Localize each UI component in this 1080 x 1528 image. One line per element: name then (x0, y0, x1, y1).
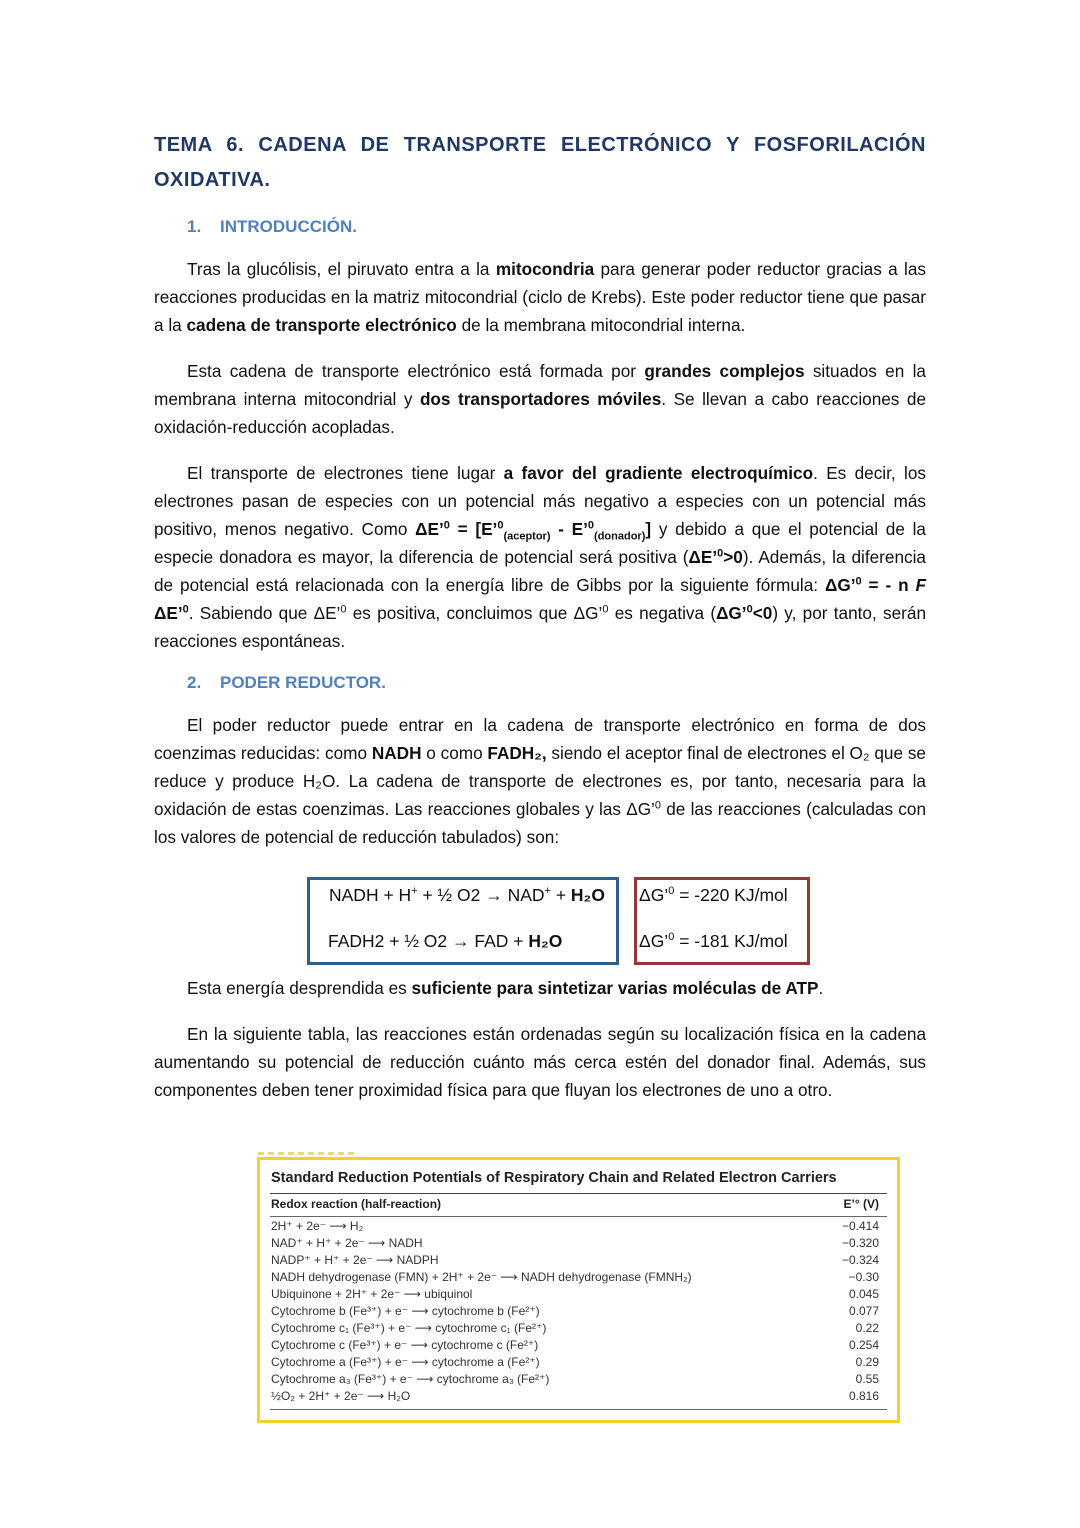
table-caption: Standard Reduction Potentials of Respiratory Chain and Related Electron Carriers (271, 1170, 837, 1186)
bold-text: cadena de transporte electrónico (186, 315, 457, 335)
table-cell-reaction: Cytochrome c₁ (Fe³⁺) + e⁻ ⟶ cytochrome c₁ (Fe²⁺) (271, 1321, 547, 1335)
formula-delta-e: ΔE’$^0$ = [E’$^0_{(aceptor)}$ - E’$^0_{(donador)}$] (415, 519, 652, 543)
text: situados en la membrana interna mitocondrial y (154, 361, 926, 409)
text: Esta energía desprendida es (187, 978, 412, 998)
equation-nadh: NADH + H+ + ½ O2 → NAD+ + H₂O (329, 885, 605, 905)
bold-text: grandes complejos (644, 361, 805, 381)
table-row (271, 1372, 879, 1389)
text: . Sabiendo que ΔE’ (188, 603, 341, 623)
delta-g-fadh2: ΔG’$^0$ = -181 KJ/mol (639, 931, 788, 951)
table-row (271, 1304, 879, 1321)
paragraph-intro-2 (154, 357, 926, 441)
formula-delta-g-negative: ΔG’$^0$<0 (716, 603, 773, 623)
document-body (154, 128, 926, 851)
section-number: 2. (187, 673, 202, 692)
text: de la membrana mitocondrial interna. (456, 315, 746, 335)
text: y debido a que el potencial de la especie donadora es mayor, la diferencia de potencial será positiva ( (154, 519, 926, 567)
table-cell-potential: 0.29 (855, 1355, 879, 1369)
paragraph-intro-1 (154, 255, 926, 339)
section-heading-poder-reductor (154, 673, 926, 693)
title-line-2: OXIDATIVA. (154, 169, 271, 191)
table-rule (270, 1409, 887, 1410)
table-row (271, 1270, 879, 1287)
text: Tras la glucólisis, el piruvato entra a la (187, 259, 496, 279)
table-cell-reaction: 2H⁺ + 2e⁻ ⟶ H₂ (271, 1219, 364, 1233)
table-row (271, 1321, 879, 1338)
table-row (271, 1253, 879, 1270)
table-cell-potential: −0.324 (841, 1253, 879, 1267)
section-title: INTRODUCCIÓN. (220, 217, 357, 236)
table-cell-potential: 0.254 (848, 1338, 879, 1352)
reduction-potentials-table (257, 1157, 900, 1423)
equation-fadh2: FADH2 + ½ O2 → FAD + H₂O (328, 931, 563, 951)
text: . Es decir, los electrones pasan de especies con un potencial más negativo a especies con un potencial más positivo, menos negativo. Como (154, 463, 926, 539)
text: . (818, 978, 824, 998)
table-cell-reaction: Cytochrome b (Fe³⁺) + e⁻ ⟶ cytochrome b (Fe²⁺) (271, 1304, 540, 1318)
delta-g-nadh: ΔG’$^0$ = -220 KJ/mol (639, 885, 788, 905)
section-heading-introduccion (154, 217, 926, 237)
superscript: 0 (602, 603, 609, 616)
table-cell-potential: 0.045 (848, 1287, 879, 1301)
table-cell-potential: −0.320 (841, 1236, 879, 1250)
section-title: PODER REDUCTOR. (220, 673, 386, 692)
table-cell-potential: −0.414 (841, 1219, 879, 1233)
table-cell-potential: 0.816 (848, 1389, 879, 1403)
bold-text: FADH₂, (487, 743, 547, 763)
table-cell-reaction: NAD⁺ + H⁺ + 2e⁻ ⟶ NADH (271, 1236, 423, 1250)
text: Esta cadena de transporte electrónico está formada por (187, 361, 645, 381)
table-cell-reaction: NADH dehydrogenase (FMN) + 2H⁺ + 2e⁻ ⟶ NADH dehydrogenase (FMNH₂) (271, 1270, 692, 1284)
superscript: 0 (340, 603, 347, 616)
text: de las reacciones (calculadas con los valores de potencial de reducción tabulados) son: (154, 799, 927, 847)
paragraph-reductor-1 (154, 711, 926, 851)
bold-text: suficiente para sintetizar varias moléculas de ATP (411, 978, 819, 998)
text: El poder reductor puede entrar en la cadena de transporte electrónico en forma de dos coenzimas reducidas: como (154, 715, 926, 763)
table-row (271, 1236, 879, 1253)
table-cell-reaction: Cytochrome c (Fe³⁺) + e⁻ ⟶ cytochrome c (Fe²⁺) (271, 1338, 539, 1352)
bold-text: a favor del gradiente electroquímico (503, 463, 814, 483)
text: siendo el aceptor final de electrones el O₂ que se reduce y produce H₂O. La cadena de transporte de electrones es, por tanto, necesaria para la oxidación de estas coenzimas. Las reacciones globales y las ΔG’ (154, 743, 926, 819)
text: ). Además, la diferencia de potencial está relacionada con la energía libre de Gibbs por la siguiente fórmula: (154, 547, 926, 595)
text: . Se llevan a cabo reacciones de oxidación-reducción acopladas. (154, 389, 927, 437)
paragraph-atp (154, 974, 926, 1002)
table-cell-reaction: NADP⁺ + H⁺ + 2e⁻ ⟶ NADPH (271, 1253, 439, 1267)
table-row (271, 1338, 879, 1355)
text: o como (421, 743, 488, 763)
table-row (271, 1389, 879, 1406)
table-cell-potential: 0.22 (855, 1321, 879, 1335)
page-title (154, 128, 926, 198)
table-header-reaction: Redox reaction (half-reaction) (271, 1197, 442, 1211)
table-cell-reaction: Cytochrome a (Fe³⁺) + e⁻ ⟶ cytochrome a (Fe²⁺) (271, 1355, 540, 1369)
table-row (271, 1287, 879, 1304)
table-row (271, 1355, 879, 1372)
section-number: 1. (187, 217, 202, 236)
table-label-remnant (258, 1152, 358, 1155)
table-cell-reaction: ½O₂ + 2H⁺ + 2e⁻ ⟶ H₂O (271, 1389, 411, 1403)
text: es negativa ( (608, 603, 717, 623)
paragraph-intro-3 (154, 459, 926, 655)
table-rule (270, 1216, 887, 1217)
table-header-potential: E’° (V) (843, 1197, 879, 1211)
title-line-1: TEMA 6. CADENA DE TRANSPORTE ELECTRÓNICO Y FOSFORILACIÓN (154, 134, 926, 156)
table-cell-potential: 0.077 (848, 1304, 879, 1318)
paragraph-table-intro: En la siguiente tabla, las reacciones están ordenadas según su localización física en la cadena aumentando su potencial de reducción cuánto más cerca estén del donador final. Además, sus componentes deben tener proximidad física para que fluyan los electrones de uno a otro. (154, 1024, 926, 1100)
bold-text: mitocondria (495, 259, 595, 279)
table-rule (270, 1193, 887, 1194)
table-cell-potential: 0.55 (855, 1372, 879, 1386)
table-cell-potential: −0.30 (848, 1270, 879, 1284)
table-row (271, 1219, 879, 1236)
bold-text: dos transportadores móviles (419, 389, 662, 409)
text: ) y, por tanto, serán reacciones espontáneas. (154, 603, 927, 651)
superscript: 0 (654, 799, 662, 812)
table-cell-reaction: Ubiquinone + 2H⁺ + 2e⁻ ⟶ ubiquinol (271, 1287, 473, 1301)
formula-gibbs: ΔG’$^0$ = - n F ΔE’$^0$ (154, 575, 926, 623)
text: El transporte de electrones tiene lugar (187, 463, 504, 483)
bold-text: NADH (371, 743, 422, 763)
table-cell-reaction: Cytochrome a₃ (Fe³⁺) + e⁻ ⟶ cytochrome a₃ (Fe²⁺) (271, 1372, 550, 1386)
lower-body (154, 974, 926, 1104)
formula-delta-e-positive: ΔE’$^0$>0 (688, 547, 743, 567)
text: es positiva, concluimos que ΔG’ (346, 603, 603, 623)
text: para generar poder reductor gracias a las reacciones producidas en la matriz mitocondrial (ciclo de Krebs). Este poder reductor tiene que pasar a la (154, 259, 926, 335)
